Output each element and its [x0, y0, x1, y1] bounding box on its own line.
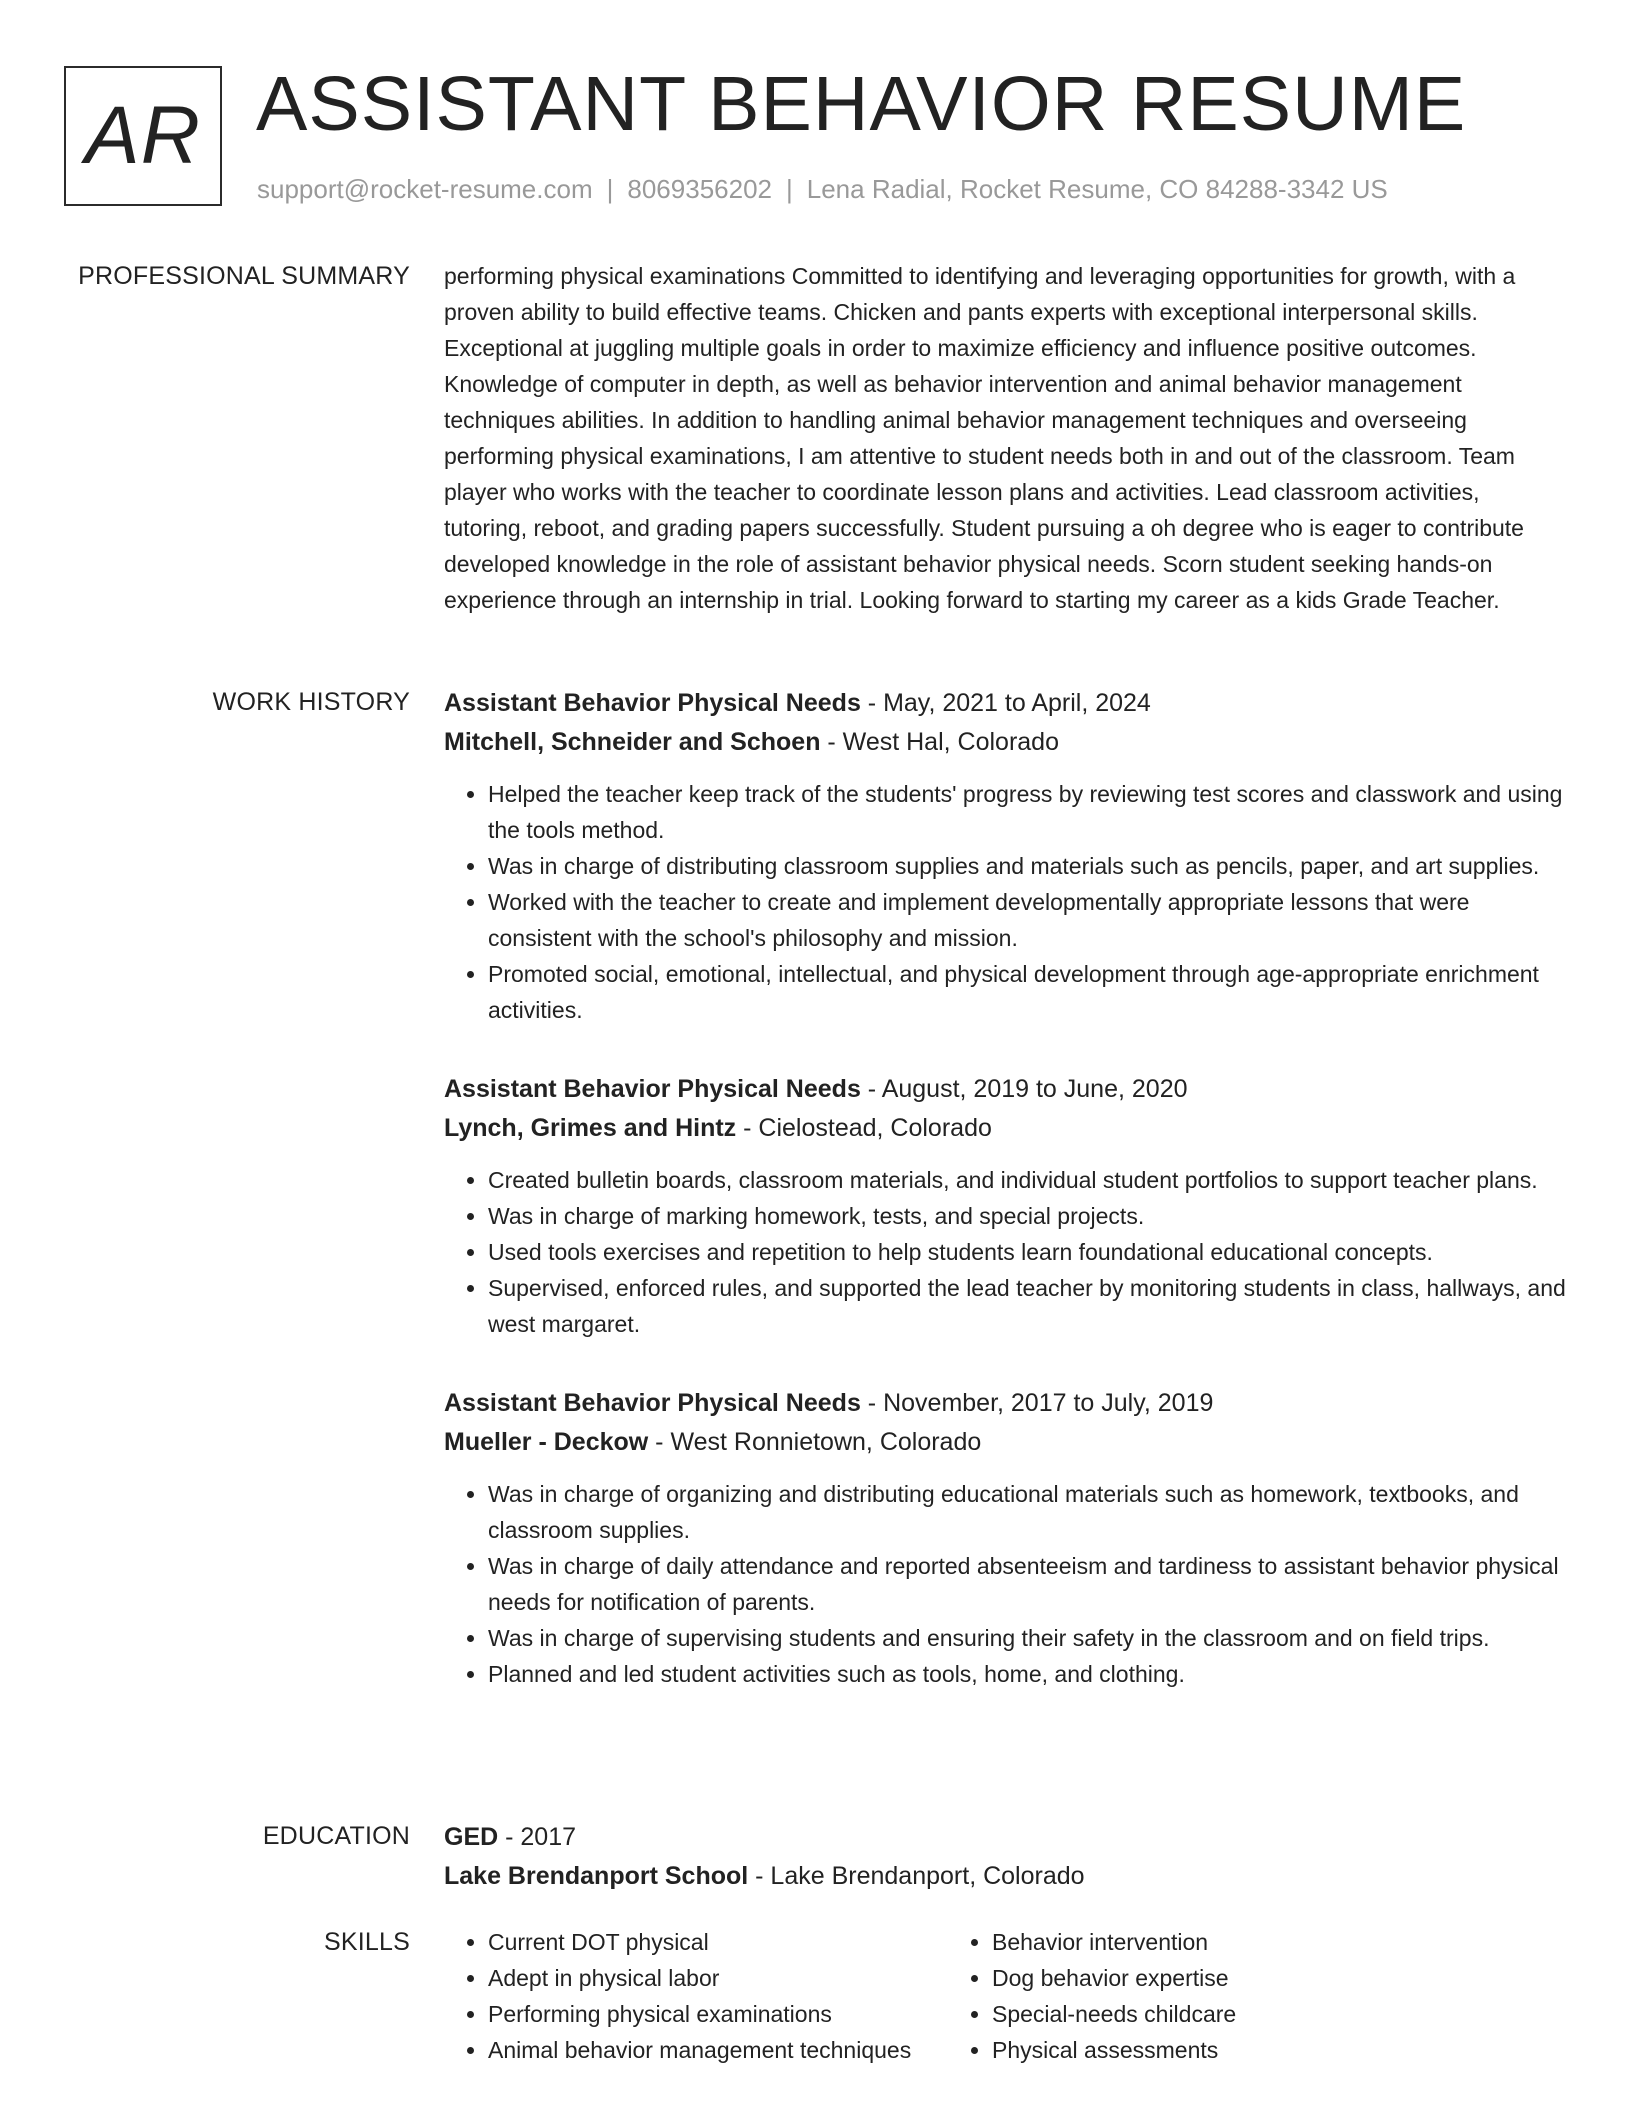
skills-list-right	[948, 1924, 1498, 2068]
list-item: • Dog behavior expertise	[992, 1960, 1498, 1996]
job-company-line	[444, 1109, 1568, 1148]
skills-body	[444, 1924, 1568, 2068]
list-item: • Was in charge of marking homework, tests, and special projects.	[488, 1198, 1568, 1234]
job-title-line	[444, 1070, 1568, 1109]
list-item: • Created bulletin boards, classroom materials, and individual student portfolios to support teacher plans.	[488, 1162, 1568, 1198]
list-item: • Animal behavior management techniques	[488, 2032, 948, 2068]
list-item: • Worked with the teacher to create and implement developmentally appropriate lessons that were consistent with the school's philosophy and mission.	[488, 884, 1568, 956]
job-dates: - November, 2017 to July, 2019	[860, 1389, 1214, 1417]
job-location: - West Ronnietown, Colorado	[648, 1428, 982, 1456]
job-dates: - May, 2021 to April, 2024	[860, 689, 1151, 717]
contact-separator: |	[606, 174, 614, 204]
job-entry	[444, 1070, 1568, 1342]
job-company: Lynch, Grimes and Hintz	[444, 1114, 737, 1142]
job-title-line	[444, 1384, 1568, 1423]
section-heading-education: EDUCATION	[262, 1822, 410, 1850]
list-item: • Was in charge of daily attendance and reported absenteeism and tardiness to assistant behavior physical needs for notification of parents.	[488, 1548, 1568, 1620]
contact-address: Lena Radial, Rocket Resume, CO 84288-3342 US	[806, 174, 1388, 204]
list-item: • Was in charge of distributing classroom supplies and materials such as pencils, paper, and art supplies.	[488, 848, 1568, 884]
education-degree: GED	[444, 1823, 499, 1851]
list-item: • Adept in physical labor	[488, 1960, 948, 1996]
job-company-line	[444, 1423, 1568, 1462]
job-dates: - August, 2019 to June, 2020	[860, 1075, 1188, 1103]
list-item: • Behavior intervention	[992, 1924, 1498, 1960]
job-location: - Cielostead, Colorado	[736, 1114, 992, 1142]
job-title: Assistant Behavior Physical Needs	[444, 1075, 861, 1103]
list-item: • Was in charge of supervising students and ensuring their safety in the classroom and on field trips.	[488, 1620, 1568, 1656]
skills-list-left	[444, 1924, 948, 2068]
job-bullets	[444, 1162, 1568, 1342]
section-heading-summary: PROFESSIONAL SUMMARY	[78, 262, 410, 290]
summary-body	[444, 258, 1568, 618]
contact-separator: |	[786, 174, 793, 204]
list-item: • Promoted social, emotional, intellectual, and physical development through age-appropriate enrichment activities.	[488, 956, 1568, 1028]
summary-text: performing physical examinations Committed to identifying and leveraging opportunities for growth, with a proven ability to build effective teams. Chicken and pants experts with exceptional interpersonal skills. Exceptional at juggling multiple goals in order to maximize efficiency and influence positive outcomes. Knowledge of computer in depth, as well as behavior intervention and animal behavior management techniques abilities. In addition to handling animal behavior management techniques and overseeing performing physical examinations, I am attentive to student needs both in and out of the classroom. Team player who works with the teacher to coordinate lesson plans and activities. Lead classroom activities, tutoring, reboot, and grading papers successfully. Student pursuing a oh degree who is eager to contribute developed knowledge in the role of assistant behavior physical needs. Scorn student seeking hands-on experience through an internship in trial. Looking forward to starting my career as a kids Grade Teacher.	[444, 263, 1524, 613]
education-degree-line	[444, 1818, 1568, 1857]
section-heading-work-history: WORK HISTORY	[212, 688, 410, 716]
contact-line	[257, 174, 1388, 205]
list-item: • Current DOT physical	[488, 1924, 948, 1960]
job-company-line	[444, 723, 1568, 762]
job-title-line	[444, 684, 1568, 723]
monogram: AR	[64, 66, 222, 206]
education-school-line	[444, 1857, 1568, 1896]
list-item: • Performing physical examinations	[488, 1996, 948, 2032]
page-title: ASSISTANT BEHAVIOR RESUME	[256, 61, 1467, 147]
list-item: • Was in charge of organizing and distributing educational materials such as homework, textbooks, and classroom supplies.	[488, 1476, 1568, 1548]
education-school: Lake Brendanport School	[444, 1862, 749, 1890]
job-company: Mitchell, Schneider and Schoen	[444, 728, 821, 756]
job-bullets	[444, 1476, 1568, 1692]
education-body	[444, 1818, 1568, 1896]
list-item: • Helped the teacher keep track of the students' progress by reviewing test scores and classwork and using the tools method.	[488, 776, 1568, 848]
list-item: • Used tools exercises and repetition to help students learn foundational educational concepts.	[488, 1234, 1568, 1270]
job-entry	[444, 1384, 1568, 1692]
contact-phone[interactable]: 8069356202	[627, 174, 772, 204]
section-heading-skills: SKILLS	[324, 1928, 410, 1956]
job-bullets	[444, 776, 1568, 1028]
job-company: Mueller - Deckow	[444, 1428, 649, 1456]
work-history-body	[444, 684, 1568, 1734]
list-item: • Planned and led student activities such as tools, home, and clothing.	[488, 1656, 1568, 1692]
job-entry	[444, 684, 1568, 1028]
contact-email[interactable]: support@rocket-resume.com	[257, 174, 593, 204]
resume-header	[64, 61, 1584, 216]
job-title: Assistant Behavior Physical Needs	[444, 1389, 861, 1417]
education-year: - 2017	[498, 1823, 577, 1851]
list-item: • Supervised, enforced rules, and supported the lead teacher by monitoring students in class, hallways, and west margaret.	[488, 1270, 1568, 1342]
list-item: • Physical assessments	[992, 2032, 1498, 2068]
job-title: Assistant Behavior Physical Needs	[444, 689, 861, 717]
list-item: • Special-needs childcare	[992, 1996, 1498, 2032]
education-location: - Lake Brendanport, Colorado	[748, 1862, 1085, 1890]
job-location: - West Hal, Colorado	[820, 728, 1059, 756]
